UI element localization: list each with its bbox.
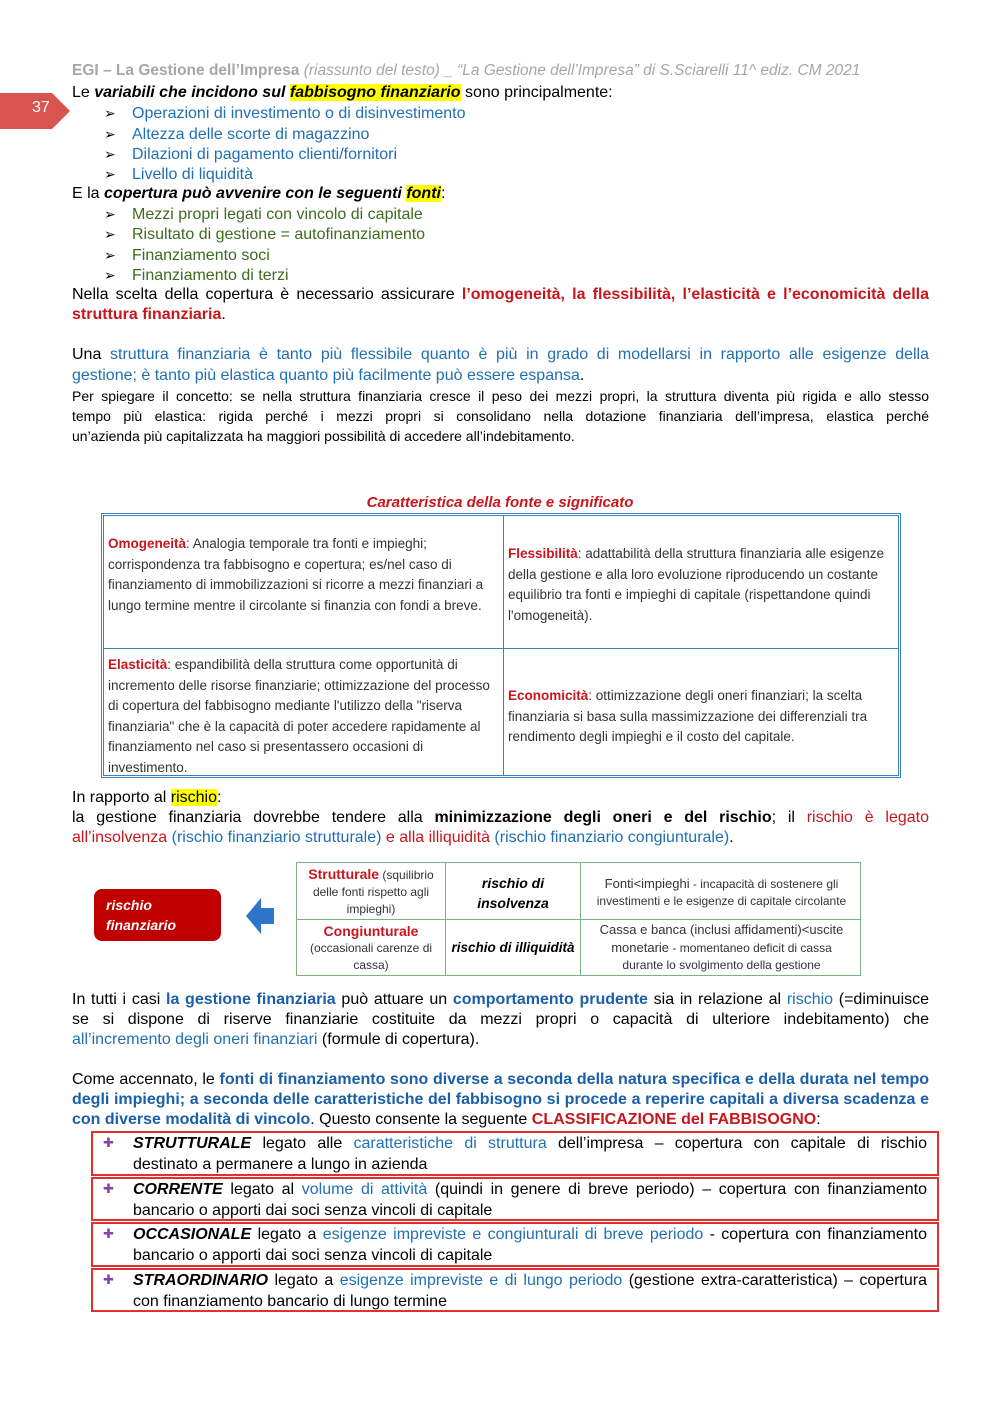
bullet-icon: ✚ (103, 1181, 114, 1196)
bullet-icon: ✚ (103, 1272, 114, 1287)
table-cell: Flessibilità: adattabilità della struttura finanziaria alle esigenze della gestione e alla loro evoluzione riproducendo un costante equilibrio tra fonti e impieghi di capitale (rispettandone quindi l'omogeneità). (508, 546, 884, 623)
list-item: ➢ Livello di liquidità (104, 166, 253, 183)
characteristics-table (101, 513, 901, 778)
table-title: Caratteristica della fonte e significato (366, 494, 634, 511)
table-cell: Strutturale (squilibrio delle fonti rispetto agli impieghi) (308, 866, 434, 916)
table-divider (104, 648, 898, 649)
table-cell: rischio di illiquidità (451, 940, 575, 955)
table-cell: Elasticità: espandibilità della struttura come opportunità di incremento delle risorse finanziarie; ottimizzazione del processo di copertura del fabbisogno mediante l'utilizzo della "riserva finanziaria" che è la capacità di poter accedere rapidamente al finanziamento nel caso si presentassero occasioni di investimento. (108, 657, 490, 775)
paragraph-line: gestione; è tanto più elastica quanto più facilmente può essere espansa. (72, 367, 585, 384)
arrow-bullet-icon: ➢ (104, 247, 116, 263)
arrow-bullet-icon: ➢ (104, 206, 116, 222)
risk-table (296, 862, 861, 976)
explanation-line: Per spiegare il concetto: se nella struttura finanziaria cresce il peso dei mezzi propri, la struttura diventa più rigida e allo stesso (72, 388, 929, 404)
paragraph-line: Nella scelta della copertura è necessario assicurare l’omogeneità, la flessibilità, l’elasticità e l’economicità della (72, 286, 929, 303)
coverage-line: E la copertura può avvenire con le seguenti fonti: (72, 185, 446, 202)
bullet-icon: ✚ (103, 1226, 114, 1241)
table-divider (297, 919, 860, 920)
double-arrow-icon (244, 894, 278, 938)
header-subtitle: (riassunto del testo) _ “La Gestione dell’Impresa” di S.Sciarelli 11^ ediz. CM 2021 (299, 62, 861, 79)
list-item: ➢ Finanziamento di terzi (104, 267, 289, 284)
table-cell: rischio di insolvenza (477, 875, 549, 911)
explanation-line: tempo più elastica: rigida perché i mezzi propri si consolidano nella dotazione finanziaria dell’impresa, elastica perché (72, 408, 929, 424)
paragraph-line: degli impieghi; a seconda delle caratteristiche del fabbisogno si procede a reperire capitali a diversa scadenza e (72, 1091, 929, 1108)
paragraph-line: all’insolvenza (rischio finanziario strutturale) e alla illiquidità (rischio finanziario congiunturale). (72, 829, 734, 846)
classification-item-occasionale: ✚ OCCASIONALE legato a esigenze impreviste e congiunturali di breve periodo - copertura con finanziamento bancario o apporti dai soci senza vincoli di capitale (91, 1222, 939, 1267)
explanation-line: un’azienda più capitalizzata ha maggiori possibilità di accedere all’indebitamento. (72, 428, 575, 444)
list-item: ➢ Dilazioni di pagamento clienti/fornitori (104, 146, 398, 163)
page-number-tab (0, 93, 70, 129)
table-cell: Omogeneità: Analogia temporale tra fonti e impieghi; corrispondenza tra fabbisogno e copertura; es/nel caso di finanziamento di immobilizzazioni si ricorre a mezzi finanziari a lungo termine mentre il circolante si finanzia con fondi a breve. (108, 536, 484, 613)
list-item: ➢ Finanziamento soci (104, 247, 270, 264)
classification-item-corrente: ✚ CORRENTE legato al volume di attività (quindi in genere di breve periodo) – copertura con finanziamento bancario o apporti dai soci senza vincoli di capitale (91, 1177, 939, 1221)
arrow-bullet-icon: ➢ (104, 166, 116, 182)
highlight-rischio: rischio (170, 789, 217, 806)
intro-line: Le variabili che incidono sul fabbisogno finanziario sono principalmente: (72, 84, 613, 101)
risk-label-box: rischio finanziario (94, 889, 221, 941)
table-cell: Economicità: ottimizzazione degli oneri finanziari; la scelta finanziaria si basa sulla massimizzazione dei differenziali tra rendimento degli impieghi e il costo del capitale. (508, 688, 868, 744)
paragraph-line: Una struttura finanziaria è tanto più flessibile quanto è più in grado di modellarsi in rapporto alle esigenze della (72, 346, 929, 363)
term-economicita: Economicità (508, 688, 589, 703)
paragraph-line: Come accennato, le fonti di finanziamento sono diverse a seconda della natura specifica e della durata nel tempo (72, 1071, 930, 1088)
list-item: ➢ Mezzi propri legati con vincolo di capitale (104, 206, 423, 223)
paragraph-line: In tutti i casi la gestione finanziaria può attuare un comportamento prudente sia in relazione al rischio (=diminuisce (72, 991, 930, 1008)
highlight-fonti: fonti (406, 185, 441, 202)
classification-item-straordinario: ✚ STRAORDINARIO legato a esigenze impreviste e di lungo periodo (gestione extra-caratteristica) – copertura con finanziamento bancario di lungo termine (91, 1268, 939, 1312)
arrow-bullet-icon: ➢ (104, 226, 116, 242)
bullet-icon: ✚ (103, 1135, 114, 1150)
table-cell: Fonti<impieghi - incapacità di sostenere gli investimenti e le esigenze di capitale circolante (596, 876, 847, 908)
paragraph-line: la gestione finanziaria dovrebbe tendere alla minimizzazione degli oneri e del rischio; il rischio è legato (72, 809, 929, 826)
term-elasticita: Elasticità (108, 657, 168, 672)
list-item: ➢ Operazioni di investimento o di disinvestimento (104, 105, 466, 122)
list-item: ➢ Altezza delle scorte di magazzino (104, 126, 370, 143)
arrow-bullet-icon: ➢ (104, 126, 116, 142)
risk-heading: In rapporto al rischio: (72, 789, 222, 806)
paragraph-line: all’incremento degli oneri finanziari (formule di copertura). (72, 1031, 480, 1048)
classification-item-strutturale: ✚ STRUTTURALE legato alle caratteristiche di struttura dell’impresa – copertura con capitale di rischio destinato a permanere a lungo in azienda (91, 1131, 939, 1176)
running-header (72, 62, 860, 80)
arrow-bullet-icon: ➢ (104, 267, 116, 283)
page-number: 37 (32, 99, 50, 116)
table-cell: Cassa e banca (inclusi affidamenti)<uscite monetarie - momentaneo deficit di cassa durante lo svolgimento della gestione (599, 922, 844, 972)
header-title: EGI – La Gestione dell’Impresa (72, 62, 300, 79)
arrow-bullet-icon: ➢ (104, 105, 116, 121)
term-omogeneita: Omogeneità (108, 536, 187, 551)
table-cell: Congiunturale (occasionali carenze di cassa) (309, 923, 433, 972)
list-item: ➢ Risultato di gestione = autofinanziamento (104, 226, 426, 243)
paragraph-line: se si dispone di riserve finanziarie costituite da mezzi propri o capacità di ulteriore indebitamento) che (72, 1011, 929, 1028)
paragraph-line: con diverse modalità di vincolo. Questo consente la seguente CLASSIFICAZIONE del FABBISOGNO: (72, 1111, 821, 1128)
arrow-bullet-icon: ➢ (104, 146, 116, 162)
paragraph-line: struttura finanziaria. (72, 306, 226, 323)
term-flessibilita: Flessibilità (508, 546, 578, 561)
highlight-fabbisogno: fabbisogno finanziario (289, 84, 461, 101)
